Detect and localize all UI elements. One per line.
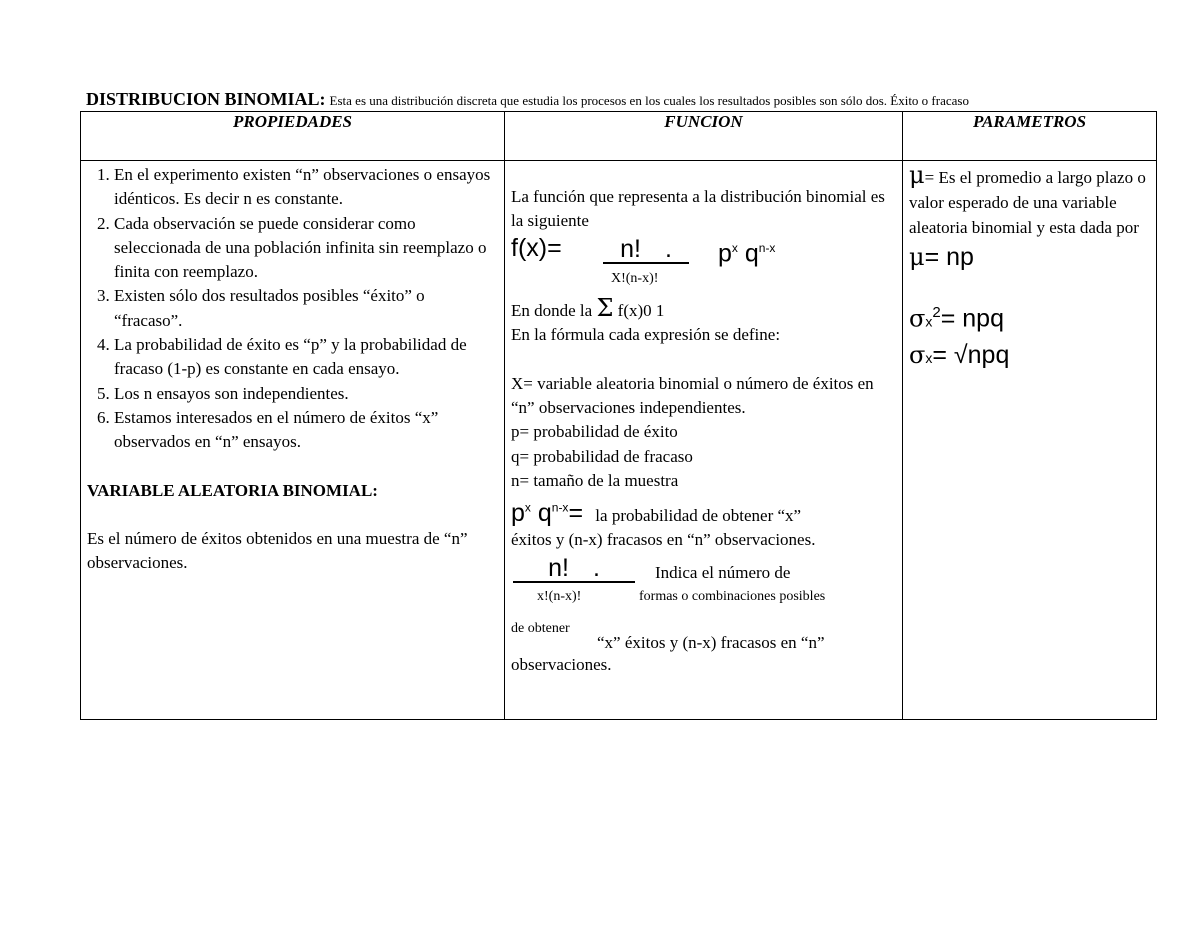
mean-formula: μ= np <box>909 243 974 271</box>
combination-formula: n! . Indica el número de <box>511 555 898 585</box>
fraction-numerator: n! <box>620 234 641 263</box>
fraction-denominator: X!(n-x)! <box>611 270 659 286</box>
n-definition: n= tamaño de la muestra <box>511 471 679 491</box>
section-title: VARIABLE ALEATORIA BINOMIAL: <box>87 480 378 500</box>
comb-text-3: de obtener <box>511 620 570 636</box>
mu-symbol: μ <box>909 161 925 189</box>
header-funcion: FUNCION <box>505 112 903 161</box>
propiedades-list <box>87 163 496 455</box>
variance-formula: $\sigma x^2=$ npq <box>909 304 1004 333</box>
list-item: 5. Los n ensayos son independientes. <box>114 382 496 406</box>
fx-label: f(x)= <box>511 233 562 262</box>
formula-intro: En la fórmula cada expresión se define: <box>511 325 781 345</box>
funcion-cell <box>505 161 903 720</box>
pq-definition-2: éxitos y (n-x) fracasos en “n” observaciones. <box>511 530 816 550</box>
binomial-table <box>80 111 1157 720</box>
page-title: DISTRIBUCION BINOMIAL: <box>86 89 326 109</box>
header-parametros: PARAMETROS <box>903 112 1157 161</box>
comb-text-1: Indica el número de <box>655 562 791 582</box>
comb-numerator: n! <box>548 553 569 582</box>
comb-denominator: x!(n-x)! <box>537 588 582 604</box>
sigma-symbol: Σ <box>596 293 614 322</box>
x-definition: X= variable aleatoria binomial o número de éxitos en “n” observaciones independientes. <box>511 373 874 418</box>
propiedades-cell <box>81 161 505 720</box>
list-item: 2. Cada observación se puede considerar como seleccionada de una población infinita sin reemplazo o finita con reemplazo. <box>114 212 496 285</box>
list-item: 3. Existen sólo dos resultados posibles “éxito” o “fracaso”. <box>114 284 496 333</box>
comb-text-2: formas o combinaciones posibles <box>639 588 826 604</box>
section-text: Es el número de éxitos obtenidos en una muestra de “n” observaciones. <box>87 528 468 573</box>
pq-definition: $p^x$ $q^{n-x}=$ la probabilidad de obtener “x” <box>511 498 802 527</box>
page-header <box>86 89 1146 110</box>
comb-text-4: “x” éxitos y (n-x) fracasos en “n” <box>597 632 825 652</box>
std-dev-formula: σx= √npq <box>909 341 1010 370</box>
p-definition: p= probabilidad de éxito <box>511 422 678 442</box>
comb-text-5: observaciones. <box>511 654 612 674</box>
pmf-formula <box>511 233 898 270</box>
fraction-dot: . <box>664 234 672 263</box>
parametros-cell <box>903 161 1157 720</box>
list-item: 6. Estamos interesados en el número de éxitos “x” observados en “n” ensayos. <box>114 406 496 455</box>
donde-line: En donde la Σ f(x)0 1 <box>511 293 665 322</box>
q-definition: q= probabilidad de fracaso <box>511 446 693 466</box>
list-item: 1. En el experimento existen “n” observaciones o ensayos idénticos. Es decir n es constante. <box>114 163 496 212</box>
pq-term: $p^x$ $q^{n-x}$ <box>718 239 776 268</box>
header-propiedades: PROPIEDADES <box>81 112 505 161</box>
mu-definition: μ= Es el promedio a largo plazo o valor esperado de una variable aleatoria binomial y esta dada por <box>909 161 1146 237</box>
funcion-intro: La función que representa a la distribución binomial es la siguiente <box>511 187 885 231</box>
list-item: 4. La probabilidad de éxito es “p” y la probabilidad de fracaso (1-p) es constante en cada ensayo. <box>114 333 496 382</box>
page-subtitle: Esta es una distribución discreta que estudia los procesos en los cuales los resultados posibles son sólo dos. Éxito o fracaso <box>329 93 969 108</box>
